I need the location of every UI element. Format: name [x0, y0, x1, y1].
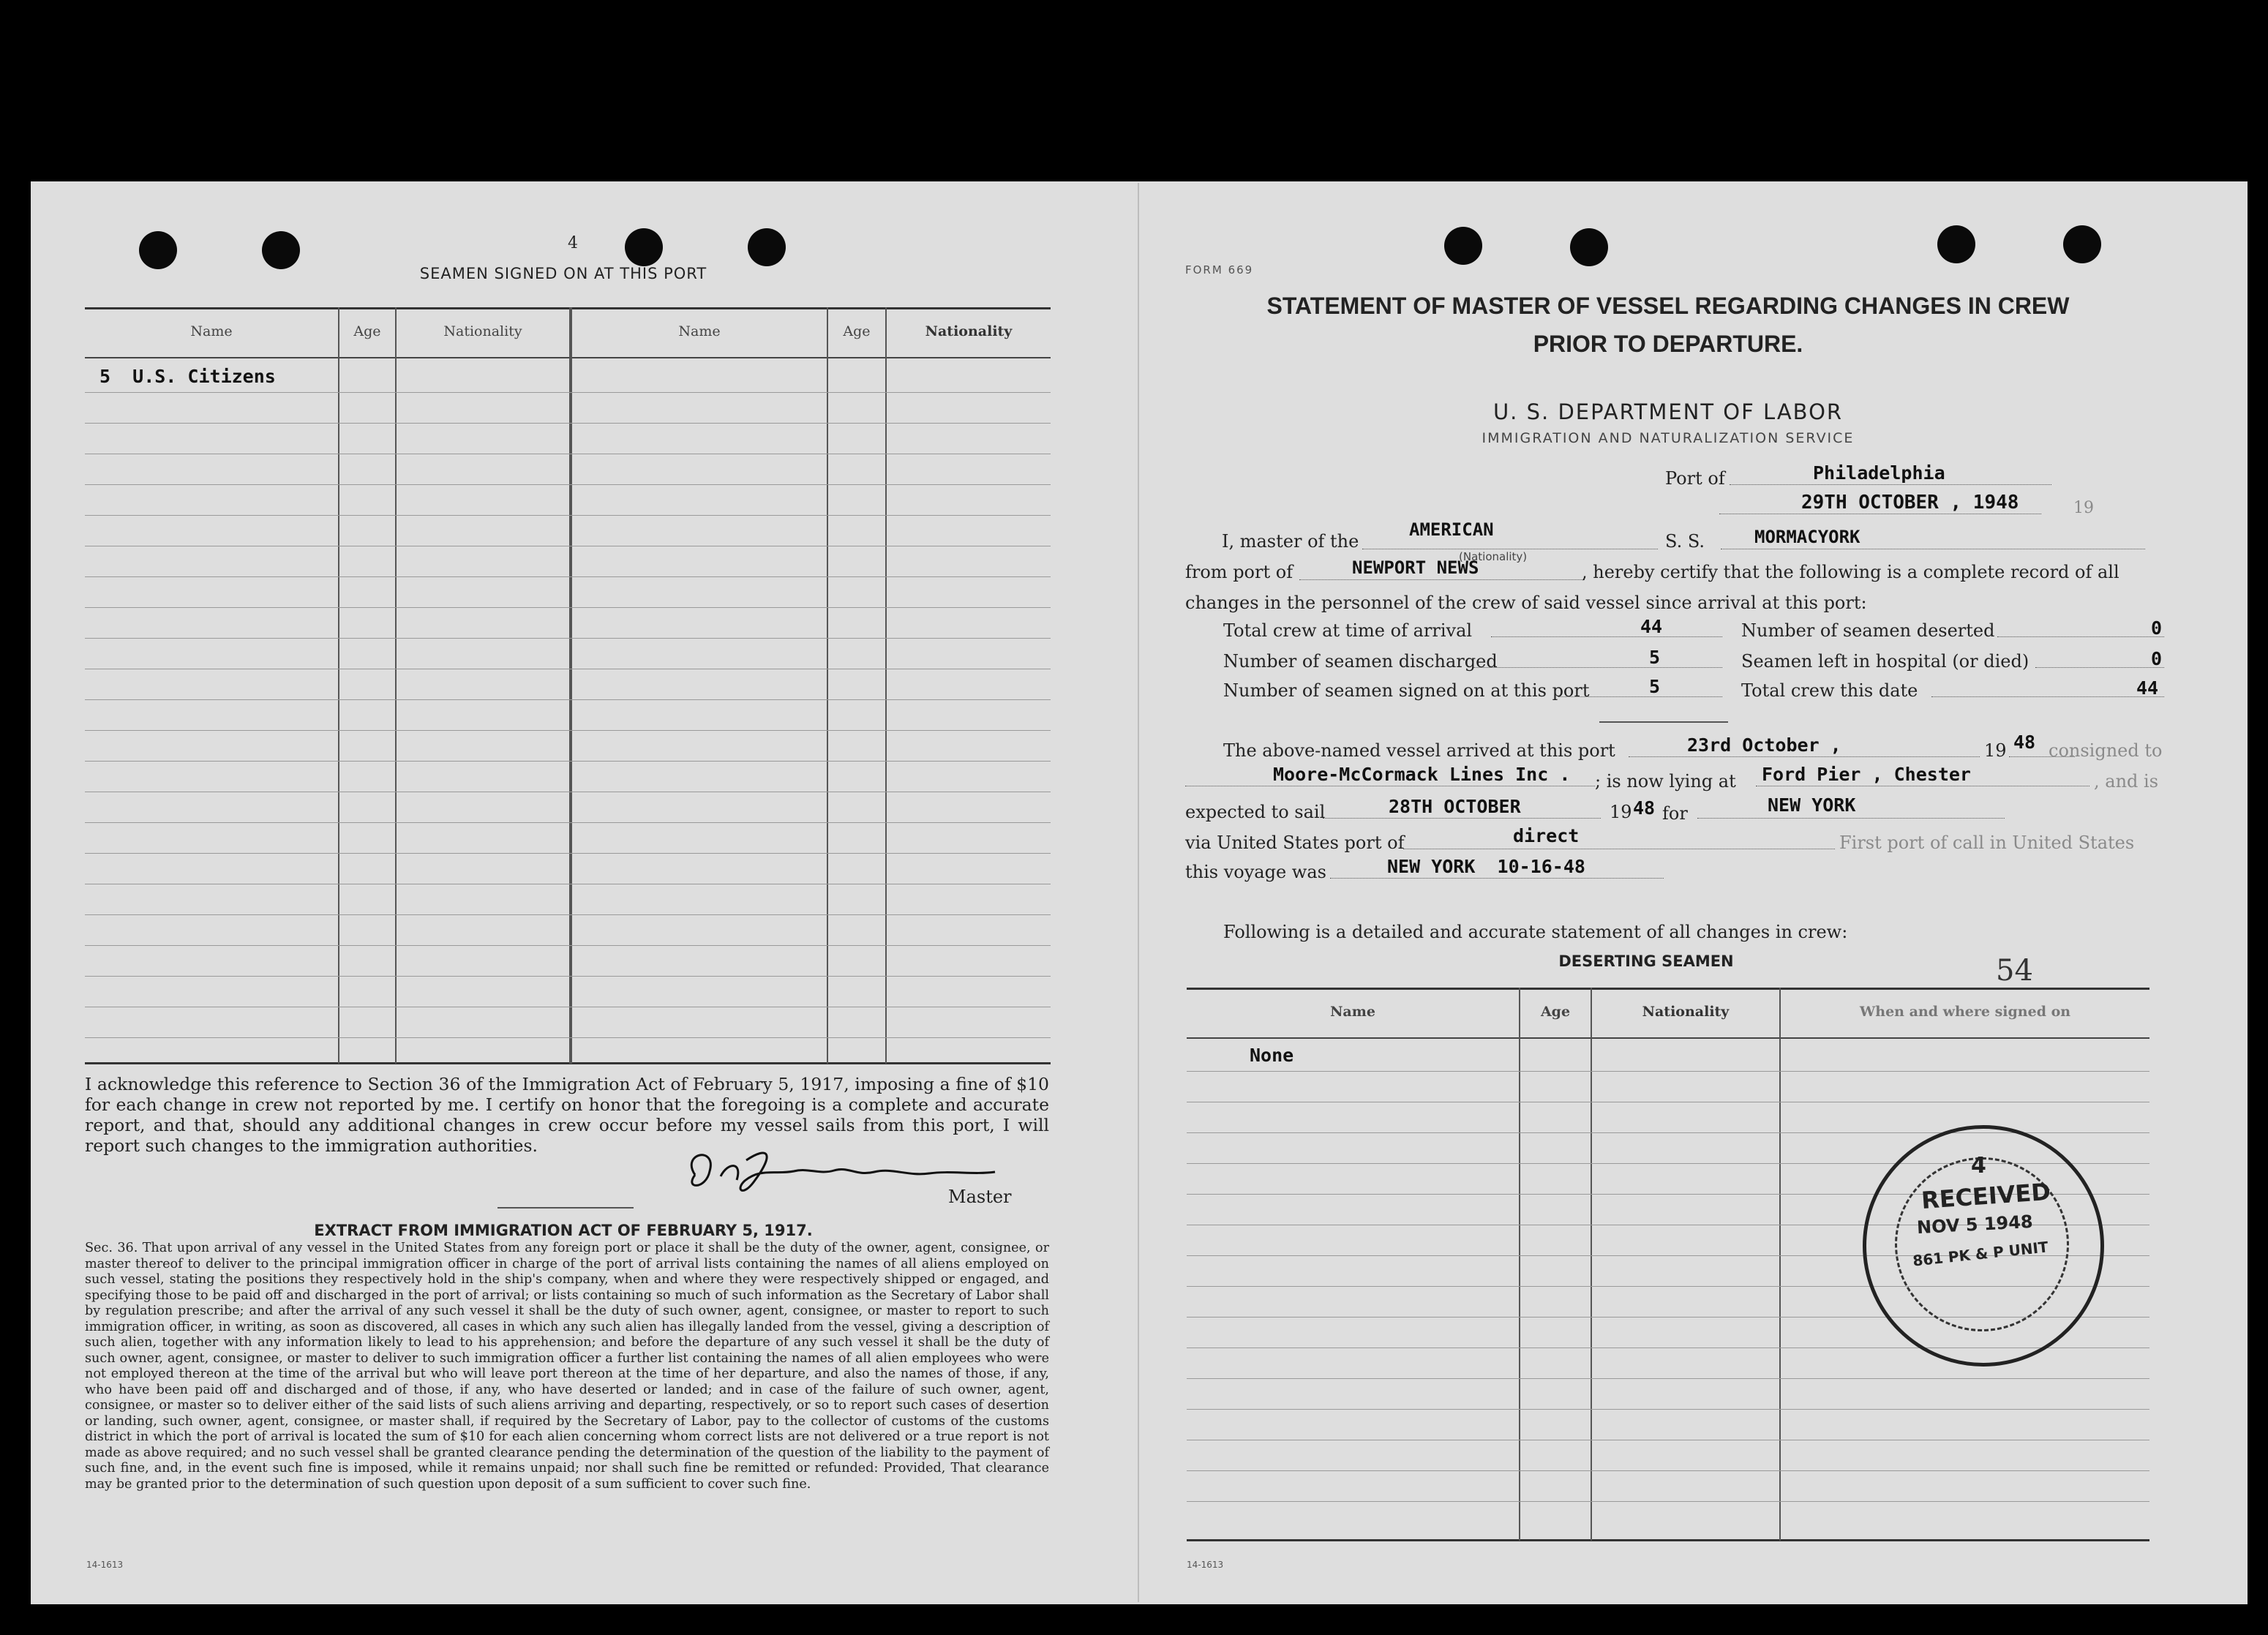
seamen-signed-on-title: SEAMEN SIGNED ON AT THIS PORT — [419, 265, 707, 282]
nationality-caption: (Nationality) — [1459, 550, 1528, 563]
binder-hole — [262, 231, 300, 269]
table-rule — [1187, 1037, 2149, 1039]
table-rule — [85, 357, 1051, 358]
column-header-age: Age — [1540, 1004, 1571, 1020]
row-line — [85, 392, 1051, 393]
vessel-value: MORMACYORK — [1754, 527, 1860, 547]
table-rule — [1187, 988, 2149, 990]
row-line — [85, 423, 1051, 424]
arrived-value: 23rd October , — [1687, 734, 1841, 756]
binder-hole — [625, 228, 663, 266]
from-port-field — [1299, 579, 1585, 580]
column-header-name: Name — [190, 323, 233, 339]
row-line — [85, 730, 1051, 731]
row-line — [85, 976, 1051, 977]
changes-text: changes in the personnel of the crew of said vessel since arrival at this port: — [1185, 593, 1867, 613]
signed-on-field — [1558, 696, 1722, 697]
deserting-seamen-title: DESERTING SEAMEN — [1558, 952, 1734, 970]
column-header-age: Age — [353, 323, 381, 339]
column-divider — [338, 307, 339, 1064]
for-label: for — [1662, 803, 1688, 824]
column-header-age: Age — [843, 323, 871, 339]
stamp-number: 4 — [1971, 1153, 1986, 1179]
deserted-field — [1997, 636, 2164, 637]
row-line — [1187, 1409, 2149, 1410]
deserting-entry: None — [1250, 1045, 1294, 1066]
and-is-label: , and is — [2094, 771, 2159, 792]
voyage-field — [1330, 878, 1664, 879]
expected-year-prefix: 19 — [1610, 802, 1632, 822]
voyage-value: NEW YORK 10-16-48 — [1387, 856, 1585, 877]
expected-label: expected to sail — [1185, 802, 1326, 822]
nationality-value: AMERICAN — [1409, 519, 1494, 540]
column-divider — [827, 307, 828, 1064]
ss-label: S. S. — [1665, 531, 1705, 552]
lying-value: Ford Pier , Chester — [1762, 764, 1971, 785]
row-line — [85, 761, 1051, 762]
seamen-entry: 5 U.S. Citizens — [99, 366, 276, 387]
row-line — [1187, 1501, 2149, 1502]
binder-hole — [748, 228, 786, 266]
first-port-label: First port of call in United States — [1839, 832, 2135, 853]
column-header-name: Name — [678, 323, 721, 339]
hospital-value: 0 — [2151, 648, 2163, 669]
binder-hole — [1444, 227, 1482, 265]
row-line — [85, 638, 1051, 639]
total-crew-field — [1491, 636, 1722, 637]
extract-title: EXTRACT FROM IMMIGRATION ACT OF FEBRUARY 5, 1917. — [314, 1222, 813, 1239]
table-rule — [1187, 1539, 2149, 1541]
from-port-label: from port of — [1185, 562, 1293, 582]
total-date-value: 44 — [2136, 677, 2159, 699]
signature-line — [497, 1207, 634, 1209]
sum-line — [1599, 721, 1728, 723]
total-crew-value: 44 — [1640, 616, 1663, 637]
deserted-label: Number of seamen deserted — [1741, 620, 1995, 641]
row-line — [1187, 1470, 2149, 1471]
right-footer-code: 14-1613 — [1187, 1560, 1224, 1570]
row-line — [85, 1037, 1051, 1038]
statement-title-line1: STATEMENT OF MASTER OF VESSEL REGARDING CHANGES IN CREW — [1266, 293, 2070, 319]
from-port-value: NEWPORT NEWS — [1352, 557, 1479, 578]
stamp-date: NOV 5 1948 — [1916, 1211, 2034, 1239]
expected-field — [1323, 818, 1601, 819]
row-line — [85, 576, 1051, 577]
row-line — [85, 914, 1051, 915]
statement-title-line2: PRIOR TO DEPARTURE. — [1533, 331, 1803, 357]
binder-hole — [1937, 225, 1975, 263]
arrived-year: 48 — [2013, 732, 2036, 753]
expected-value: 28TH OCTOBER — [1389, 796, 1521, 817]
total-date-label: Total crew this date — [1741, 680, 1918, 701]
certify-text: , hereby certify that the following is a complete record of all — [1582, 562, 2119, 582]
for-value: NEW YORK — [1768, 794, 1856, 816]
signed-on-label: Number of seamen signed on at this port — [1223, 680, 1590, 701]
stamp-received: RECEIVED — [1920, 1177, 2052, 1215]
row-line — [1187, 1378, 2149, 1379]
page-number: 4 — [568, 234, 578, 252]
column-divider — [885, 307, 887, 1064]
voyage-label: this voyage was — [1185, 862, 1326, 882]
table-rule — [85, 1062, 1051, 1064]
port-field — [1730, 484, 2051, 485]
column-header-name: Name — [1330, 1004, 1375, 1020]
deserted-value: 0 — [2151, 617, 2163, 639]
master-label: I, master of the — [1222, 531, 1359, 552]
table-rule — [85, 307, 1051, 309]
binder-hole — [1570, 228, 1608, 266]
binder-hole — [139, 231, 177, 269]
row-line — [85, 607, 1051, 608]
port-label: Port of — [1665, 468, 1725, 489]
page-mark: 54 — [1996, 954, 2033, 988]
column-header-nationality: Nationality — [925, 323, 1013, 339]
consignee-value: Moore-McCormack Lines Inc . — [1273, 764, 1571, 785]
row-line — [1187, 1071, 2149, 1072]
discharged-field — [1473, 667, 1722, 668]
column-header-nationality: Nationality — [1642, 1004, 1730, 1020]
via-label: via United States port of — [1185, 832, 1405, 853]
page-fold — [1138, 183, 1139, 1602]
form-number: FORM 669 — [1185, 263, 1254, 277]
arrived-label: The above-named vessel arrived at this port — [1223, 740, 1615, 761]
row-line — [85, 822, 1051, 823]
date-value: 29TH OCTOBER , 1948 — [1801, 492, 2019, 514]
stamp-unit: 861 PK & P UNIT — [1912, 1238, 2049, 1270]
discharged-label: Number of seamen discharged — [1223, 651, 1498, 672]
extract-text: Sec. 36. That upon arrival of any vessel in the United States from any foreign port or place it shall be the duty of the owner, agent, consignee, or master thereof to deliver to the principal immigration officer in charge of the port of arrival lists containing the names of all aliens employed on such vessel, stating the positions they respectively hold in the ship's company, when and where they were respectively shipped or engaged, and specifying those to be paid off and discharged in the port of arrival; or lists containing so much of such information as the Secretary of Labor shall by regulation prescribe; and after the arrival of any such vessel it shall be the duty of such owner, agent, consignee, or master to report to such immigration officer, in writing, as soon as discovered, all cases in which any such alien has illegally landed from the vessel, giving a description of such alien, together with any information likely to lead to his apprehension; and before the departure of any such vessel it shall be the duty of such owner, agent, consignee, or master to deliver to such immigration officer a further list containing the names of all alien employees who were not employed thereon at the time of the arrival but who will leave port thereon at the time of her departure, and also the names of those, if any, who have been paid off and discharged and of those, if any, who have deserted or landed; and in case of the failure of such owner, agent, consignee, or master so to deliver either of the said lists of such aliens arriving and departing, respectively, or so to report such cases of desertion or landing, such owner, agent, consignee, or master shall, if required by the Secretary of Labor, pay to the collector of customs of the customs district in which the port of arrival is located the sum of $10 for each alien concerning whom correct lists are not delivered or a true report is not made as above required; and no such vessel shall be granted clearance pending the determination of the question of the liability to the payment of such fine, and, in the event such fine is imposed, while it remains unpaid; nor shall such fine be remitted or refunded: Provided, That clearance may be granted prior to the determination of such question upon deposit of a sum sufficient to cover such fine. — [85, 1241, 1049, 1492]
arrived-year-prefix: 19 — [1984, 740, 2007, 761]
for-field — [1697, 818, 2005, 819]
column-header-when-where: When and where signed on — [1859, 1004, 2071, 1020]
discharged-value: 5 — [1649, 647, 1661, 668]
via-value: direct — [1513, 825, 1580, 846]
port-value: Philadelphia — [1813, 462, 1945, 484]
lying-label: ; is now lying at — [1595, 771, 1736, 792]
consigned-label: consigned to — [2049, 740, 2163, 761]
following-text: Following is a detailed and accurate statement of all changes in crew: — [1223, 922, 1848, 942]
left-footer-code: 14-1613 — [86, 1560, 124, 1570]
row-line — [85, 484, 1051, 485]
row-line — [85, 699, 1051, 700]
hospital-field — [2035, 667, 2164, 668]
expected-year: 48 — [1633, 797, 1656, 819]
row-line — [85, 515, 1051, 516]
total-date-field — [1931, 696, 2164, 697]
date-suffix: 19 — [2073, 499, 2094, 517]
column-divider — [395, 307, 397, 1064]
department-name: U. S. DEPARTMENT OF LABOR — [1492, 399, 1844, 424]
total-crew-label: Total crew at time of arrival — [1223, 620, 1473, 641]
row-line — [85, 945, 1051, 946]
signed-on-value: 5 — [1649, 676, 1661, 697]
column-header-nationality: Nationality — [443, 323, 522, 339]
row-line — [85, 853, 1051, 854]
acknowledgement-text: I acknowledge this reference to Section 36 of the Immigration Act of February 5, 1917, imposing a fine of $10 for each change in crew not reported by me. I certify on honor that the foregoing is a complete and accurate report, and that, should any additional changes in crew occur before my vessel sails from this port, I will report such changes to the immigration authorities. — [85, 1074, 1049, 1156]
service-name: IMMIGRATION AND NATURALIZATION SERVICE — [1482, 430, 1855, 446]
binder-hole — [2063, 225, 2101, 263]
hospital-label: Seamen left in hospital (or died) — [1741, 651, 2029, 672]
signature-role: Master — [948, 1187, 1012, 1207]
arrived-field — [1629, 756, 1980, 757]
column-divider — [569, 307, 572, 1064]
